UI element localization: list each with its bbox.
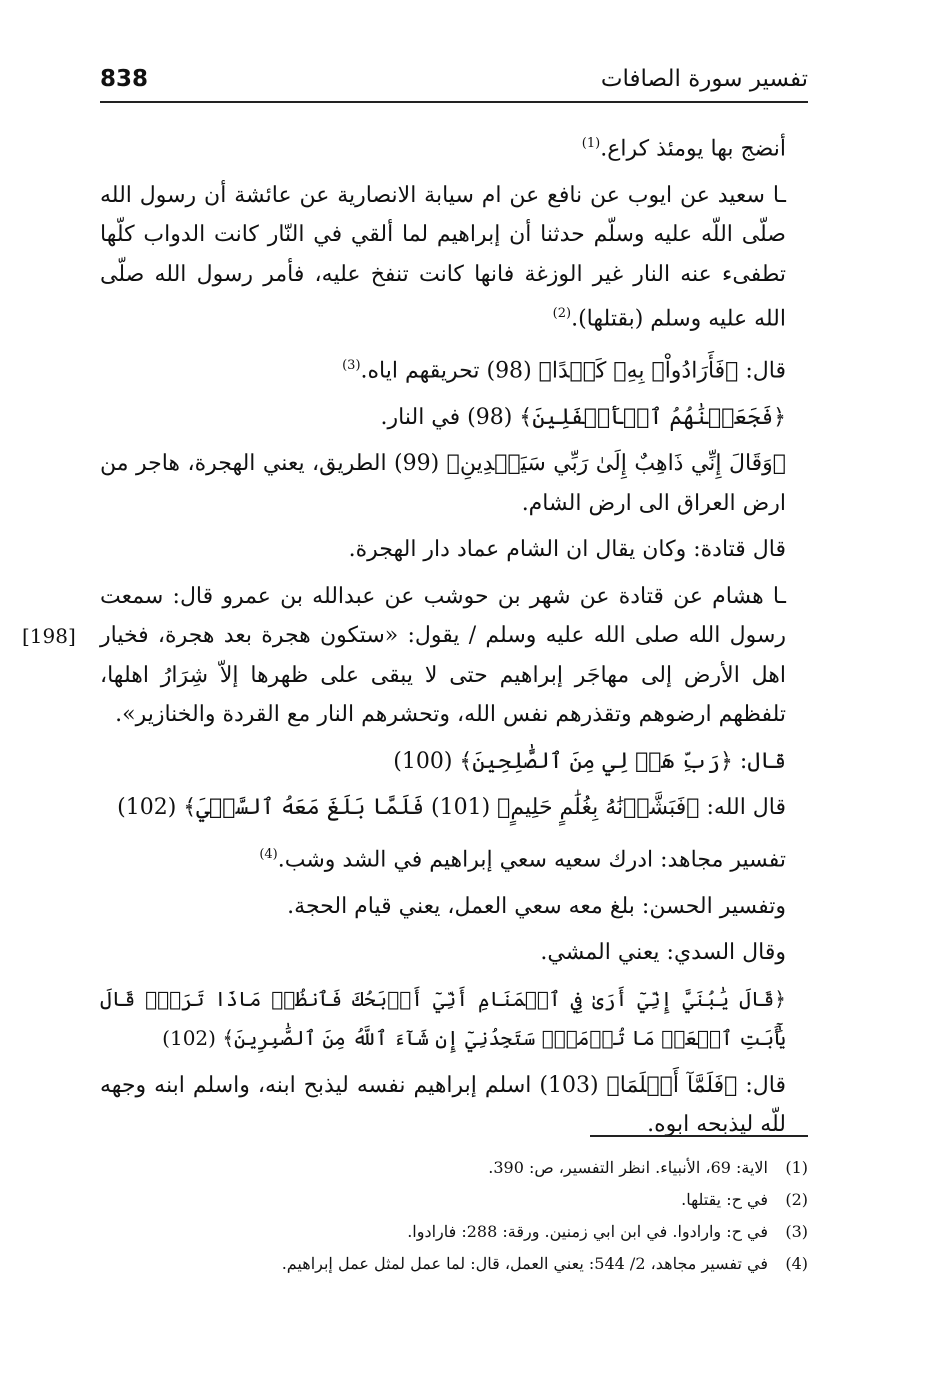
paragraph: ـا سعيد عن ايوب عن نافع عن ام سيابة الانصارية عن عائشة أن رسول الله صلّى اللّه عليه وسلّم حدثنا أن إبراهيم لما ألقي في النّار كانت الدواب كلّها تطفىء عنه النار غير الوزغة فانها كانت تنفخ عليه، فأمر رسول الله صلّى الله عليه وسلم (بقتلها).$^{(2)}$ (100, 182, 786, 332)
footnote-ref: (3) (342, 358, 361, 374)
paragraph: قال الله: ﴿فَبَشَّرۡنَٰهُ بِغُلَٰمٍ حَلِيمٍ﴾ (101) فَلَمَّا بَلَغَ مَعَهُ ٱلسَّعۡيَ﴾ (102) (117, 795, 786, 821)
paragraph: وتفسير الحسن: بلغ معه سعي العمل، يعني قيام الحجة. (287, 893, 786, 919)
paragraph: قال: ﴿رَبِّ هَبۡ لِي مِنَ ٱلصَّٰلِحِينَ﴾ (100) (393, 748, 786, 774)
footnote: (4) في تفسير مجاهد، 2/ 544: يعني العمل، قال: لما عمل لمثل عمل إبراهيم. (281, 1254, 808, 1273)
paragraph: وقال السدي: يعني المشي. (540, 940, 786, 966)
paragraph: ﴿وَقَالَ إِنِّي ذَاهِبٌ إِلَىٰ رَبِّي سَيَهۡدِينِ﴾ (99) الطريق، يعني الهجرة، هاجر من ارض العراق الى ارض الشام. (100, 451, 786, 516)
footnote-ref: (1) (581, 136, 601, 151)
paragraph: [198] ـا هشام عن قتادة عن شهر بن حوشب عن عبدالله بن عمرو قال: سمعت رسول الله صلى الله عليه وسلم / يقول: «ستكون هجرة بعد هجرة، فخيار اهل الأرض إلى مهاجَر إبراهيم حتى لا يبقى على ظهرها إلاّ شِرَارُ اهلها، تلفظهم ارضوهم وتقذرهم نفس الله، وتحشرهم النار مع القردة والخنازير». (22, 583, 786, 728)
paragraph: قال قتادة: وكان يقال ان الشام عماد دار الهجرة. (348, 537, 786, 563)
main-text (22, 124, 808, 1152)
paragraph: قال: ﴿فَأَرَادُواْ﴾ بِهِۦ كَيۡدًا﴾ (98) تحريقهم اياه.$^{(3)}$ (342, 358, 786, 384)
footnote: (2) في ح: يقتلها. (681, 1190, 808, 1209)
paragraph: ﴿فَجَعَلۡنَٰهُمُ ٱلۡأَسۡفَلِينَ﴾ (98) في النار. (380, 404, 786, 430)
footnote-ref: (2) (552, 306, 572, 322)
footnote-rule (590, 1135, 808, 1137)
page-number: 838 (100, 66, 149, 92)
footnotes (100, 1152, 808, 1280)
footnote-ref: (4) (259, 846, 278, 862)
paragraph: قال: ﴿فَلَمَّآ أَسۡلَمَا﴾ (103) اسلم إبراهيم نفسه ليذبح ابنه، واسلم ابنه وجهه للّه ليذبحه ابوه. (100, 1072, 786, 1138)
footnote: (3) في ح: وارادوا. في ابن ابي زمنين. ورقة: 288: فارادوا. (407, 1222, 808, 1241)
margin-marker: [198] (22, 623, 76, 648)
header-title: تفسير سورة الصافات (600, 66, 808, 92)
footnote: (1) الاية: 69، الأنبياء. انظر التفسير، ص: 390. (488, 1158, 808, 1177)
paragraph: تفسير مجاهد: ادرك سعيه سعي إبراهيم في الشد وشب.$^{(4)}$ (259, 846, 786, 873)
header-rule (100, 101, 808, 103)
paragraph: أنضج بها يومئذ كراع.$^{(1)}$ (581, 136, 786, 162)
running-header (100, 60, 808, 100)
paragraph: ﴿قَالَ يَٰبُنَيَّ إِنِّيٓ أَرَىٰ فِي ٱلۡمَنَامِ أَنِّيٓ أَذۡبَحُكَ فَٱنظُرۡ مَاذَا تَرَىٰۚ قَالَ يَٰٓأَبَتِ ٱفۡعَلۡ مَا تُؤۡمَرُۖ سَتَجِدُنِيٓ إِن شَآءَ ٱللَّهُ مِنَ ٱلصَّٰبِرِينَ﴾ (102) (100, 986, 786, 1051)
